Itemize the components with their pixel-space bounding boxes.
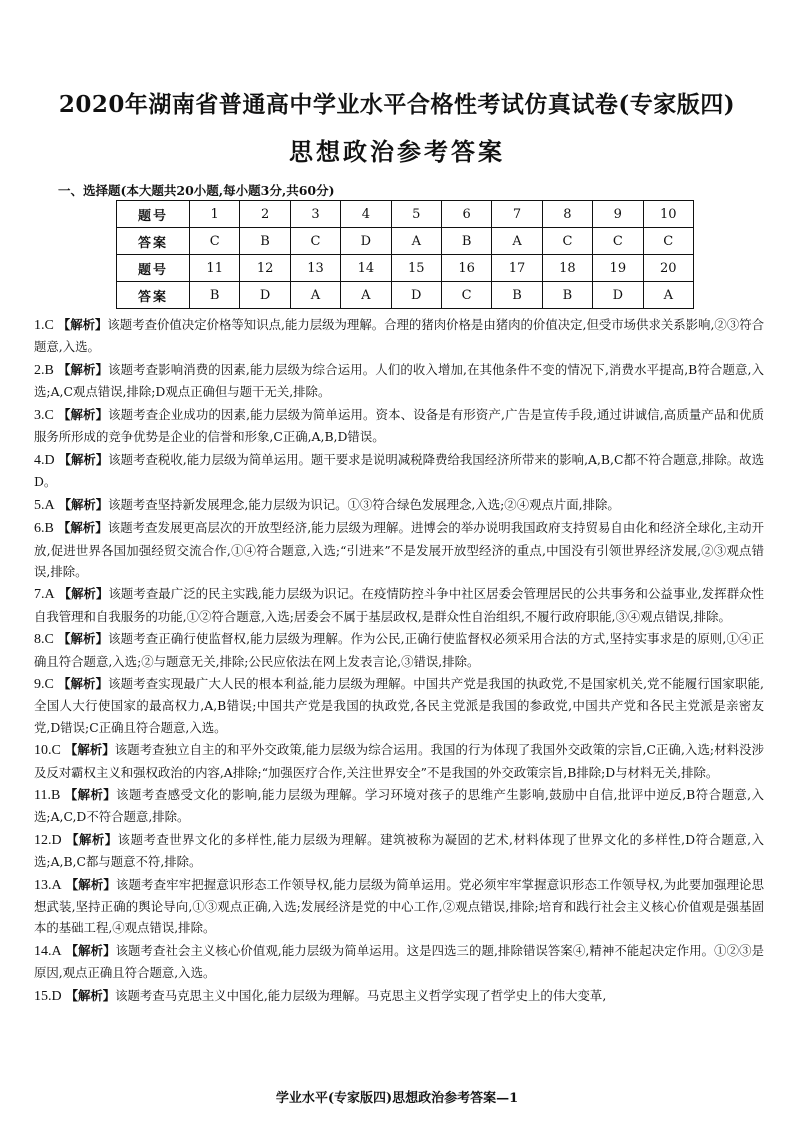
table-cell: C <box>593 228 643 255</box>
table-cell: D <box>341 228 391 255</box>
document-title: 2020年湖南省普通高中学业水平合格性考试仿真试卷(专家版四) <box>58 91 736 118</box>
analysis-tag: 【解析】 <box>66 832 118 848</box>
explanation-text: 该题考查最广泛的民主实践,能力层级为识记。在疫情防控斗争中社区居委会管理居民的公共事务和公益事业,发挥群众性自我管理和自我服务的功能,①②符合题意,入选;居委会不属于基层政权,是群众性自治组织,不履行政府职能,③④观点错误,排除。 <box>34 586 764 624</box>
analysis-tag: 【解析】 <box>64 787 117 803</box>
table-cell: 4 <box>341 201 391 228</box>
table-cell: B <box>441 228 491 255</box>
table-cell: C <box>290 228 340 255</box>
question-answer: 8.C <box>34 632 54 648</box>
analysis-tag: 【解析】 <box>57 676 109 692</box>
explanation-text: 该题考查独立自主的和平外交政策,能力层级为综合运用。我国的行为体现了我国外交政策的宗旨,C正确,入选;材料没涉及反对霸权主义和强权政治的内容,A排除;“加强医疗合作,关注世界安全”不是我国的外交政策宗旨,B排除;D与材料无关,排除。 <box>34 742 764 780</box>
question-answer: 12.D <box>34 833 62 849</box>
explanation-item <box>34 874 764 939</box>
question-answer: 9.C <box>34 677 54 693</box>
table-cell: C <box>441 282 491 309</box>
explanation-item <box>34 314 764 357</box>
explanation-text: 该题考查影响消费的因素,能力层级为综合运用。人们的收入增加,在其他条件不变的情况下,消费水平提高,B符合题意,入选;A,C观点错误,排除;D观点正确但与题干无关,排除。 <box>34 361 764 400</box>
answer-table-row <box>117 255 694 282</box>
question-answer: 7.A <box>34 587 55 603</box>
question-answer: 14.A <box>34 944 62 960</box>
table-cell: 8 <box>542 201 592 228</box>
table-cell: 6 <box>441 201 491 228</box>
table-cell: 7 <box>492 201 542 228</box>
table-cell: 14 <box>341 255 391 282</box>
table-cell: 13 <box>290 255 340 282</box>
analysis-tag: 【解析】 <box>58 496 109 512</box>
table-cell: C <box>542 228 592 255</box>
answer-table-row <box>117 282 694 309</box>
explanation-text: 该题考查价值决定价格等知识点,能力层级为理解。合理的猪肉价格是由猪肉的价值决定,但受市场供求关系影响,②③符合题意,入选。 <box>34 317 764 355</box>
explanation-text: 该题考查马克思主义中国化,能力层级为理解。马克思主义哲学实现了哲学史上的伟大变革, <box>115 988 607 1004</box>
row-label: 题号 <box>117 201 190 228</box>
question-answer: 1.C <box>34 318 54 333</box>
explanation-text: 该题考查感受文化的影响,能力层级为理解。学习环境对孩子的思维产生影响,鼓励中自信,批评中逆反,B符合题意,入选;A,C,D不符合题意,排除。 <box>34 787 764 825</box>
row-label: 答案 <box>117 228 190 255</box>
analysis-tag: 【解析】 <box>57 361 109 377</box>
question-answer: 6.B <box>34 521 54 537</box>
analysis-tag: 【解析】 <box>57 631 109 647</box>
explanation-text: 该题考查发展更高层次的开放型经济,能力层级为理解。进博会的举办说明我国政府支持贸易自由化和经济全球化,主动开放,促进世界各国加强经贸交流合作,①④符合题意,入选;“引进来”不是发展开放型经济的重点,中国没有引领世界经济发展,②③观点错误,排除。 <box>34 520 764 579</box>
table-cell: 1 <box>190 201 240 228</box>
explanation-text: 该题考查正确行使监督权,能力层级为理解。作为公民,正确行使监督权必须采用合法的方式,坚持实事求是的原则,①④正确且符合题意,入选;②与题意无关,排除;公民应依法在网上发表言论,③错误,排除。 <box>34 631 764 669</box>
analysis-tag: 【解析】 <box>65 988 116 1004</box>
table-cell: 17 <box>492 255 542 282</box>
table-cell: B <box>240 228 290 255</box>
analysis-tag: 【解析】 <box>65 877 116 893</box>
question-answer: 4.D <box>34 452 55 468</box>
table-cell: 15 <box>391 255 441 282</box>
explanation-text: 该题考查实现最广大人民的根本利益,能力层级为理解。中国共产党是我国的执政党,不是国家机关,党不能履行国家职能,全国人大行使国家的最高权力,A,B错误;中国共产党是我国的执政党,各民主党派是我国的参政党,中国共产党和各民主党派是亲密友党,D错误;C正确且符合题意,入选。 <box>34 676 764 735</box>
table-cell: B <box>190 282 240 309</box>
table-cell: 2 <box>240 201 290 228</box>
explanation-text: 该题考查税收,能力层级为简单运用。题干要求是说明减税降费给我国经济所带来的影响,A,B,C都不符合题意,排除。故选D。 <box>34 451 764 489</box>
analysis-tag: 【解析】 <box>57 406 109 422</box>
explanation-item <box>34 583 764 626</box>
answer-table-row <box>117 201 694 228</box>
table-cell: 19 <box>593 255 643 282</box>
analysis-tag: 【解析】 <box>64 742 115 758</box>
analysis-tag: 【解析】 <box>58 586 109 602</box>
answer-table <box>116 200 694 309</box>
explanation-item <box>34 784 764 827</box>
explanation-item <box>34 985 764 1007</box>
table-cell: C <box>643 228 693 255</box>
explanation-text: 该题考查牢牢把握意识形态工作领导权,能力层级为简单运用。党必须牢牢掌握意识形态工作领导权,为此要加强理论思想武装,坚持正确的舆论导向,①③观点正确,入选;发展经济是党的中心工作,②观点错误,排除;培育和践行社会主义核心价值观是强基固本的基础工程,④观点错误,排除。 <box>34 877 764 936</box>
explanation-item <box>34 739 764 782</box>
table-cell: 9 <box>593 201 643 228</box>
table-cell: 16 <box>441 255 491 282</box>
explanation-item <box>34 829 764 872</box>
question-answer: 3.C <box>34 407 54 423</box>
explanation-item <box>34 359 764 402</box>
explanation-item <box>34 940 764 983</box>
table-cell: D <box>391 282 441 309</box>
table-cell: C <box>190 228 240 255</box>
analysis-tag: 【解析】 <box>58 451 109 467</box>
question-answer: 10.C <box>34 743 61 759</box>
analysis-tag: 【解析】 <box>65 943 116 959</box>
explanation-item <box>34 628 764 671</box>
page-footer: 学业水平(专家版四)思想政治参考答案—1 <box>275 1091 519 1106</box>
explanation-text: 该题考查社会主义核心价值观,能力层级为简单运用。这是四选三的题,排除错误答案④,精神不能起决定作用。①②③是原因,观点正确且符合题意,入选。 <box>34 943 764 981</box>
table-cell: D <box>593 282 643 309</box>
question-answer: 15.D <box>34 989 62 1005</box>
answer-table-row <box>117 228 694 255</box>
table-cell: 12 <box>240 255 290 282</box>
table-cell: D <box>240 282 290 309</box>
table-cell: 5 <box>391 201 441 228</box>
question-answer: 13.A <box>34 878 62 894</box>
explanation-text: 该题考查坚持新发展理念,能力层级为识记。①③符合绿色发展理念,入选;②④观点片面,排除。 <box>108 496 620 512</box>
table-cell: 10 <box>643 201 693 228</box>
explanation-item <box>34 404 764 447</box>
question-answer: 2.B <box>34 362 54 378</box>
table-cell: A <box>391 228 441 255</box>
explanation-text: 该题考查世界文化的多样性,能力层级为理解。建筑被称为凝固的艺术,材料体现了世界文化的多样性,D符合题意,入选;A,B,C都与题意不符,排除。 <box>34 832 764 870</box>
row-label: 答案 <box>117 282 190 309</box>
explanation-list <box>34 314 764 1009</box>
explanation-item <box>34 517 764 582</box>
table-cell: A <box>290 282 340 309</box>
explanation-item <box>34 494 764 516</box>
analysis-tag: 【解析】 <box>57 520 108 536</box>
table-cell: A <box>643 282 693 309</box>
table-cell: 18 <box>542 255 592 282</box>
explanation-item <box>34 449 764 492</box>
analysis-tag: 【解析】 <box>57 317 108 332</box>
explanation-item <box>34 673 764 738</box>
explanation-text: 该题考查企业成功的因素,能力层级为简单运用。资本、设备是有形资产,广告是宣传手段,通过讲诚信,高质量产品和优质服务所形成的竞争优势是企业的信誉和形象,C正确,A,B,D错误。 <box>34 406 764 445</box>
question-answer: 5.A <box>34 497 55 513</box>
question-answer: 11.B <box>34 788 61 804</box>
table-cell: 11 <box>190 255 240 282</box>
document-subtitle: 思想政治参考答案 <box>289 137 505 166</box>
table-cell: B <box>542 282 592 309</box>
row-label: 题号 <box>117 255 190 282</box>
table-cell: A <box>341 282 391 309</box>
section-heading: 一、选择题(本大题共20小题,每小题3分,共60分) <box>58 183 335 198</box>
table-cell: B <box>492 282 542 309</box>
table-cell: 20 <box>643 255 693 282</box>
table-cell: A <box>492 228 542 255</box>
table-cell: 3 <box>290 201 340 228</box>
